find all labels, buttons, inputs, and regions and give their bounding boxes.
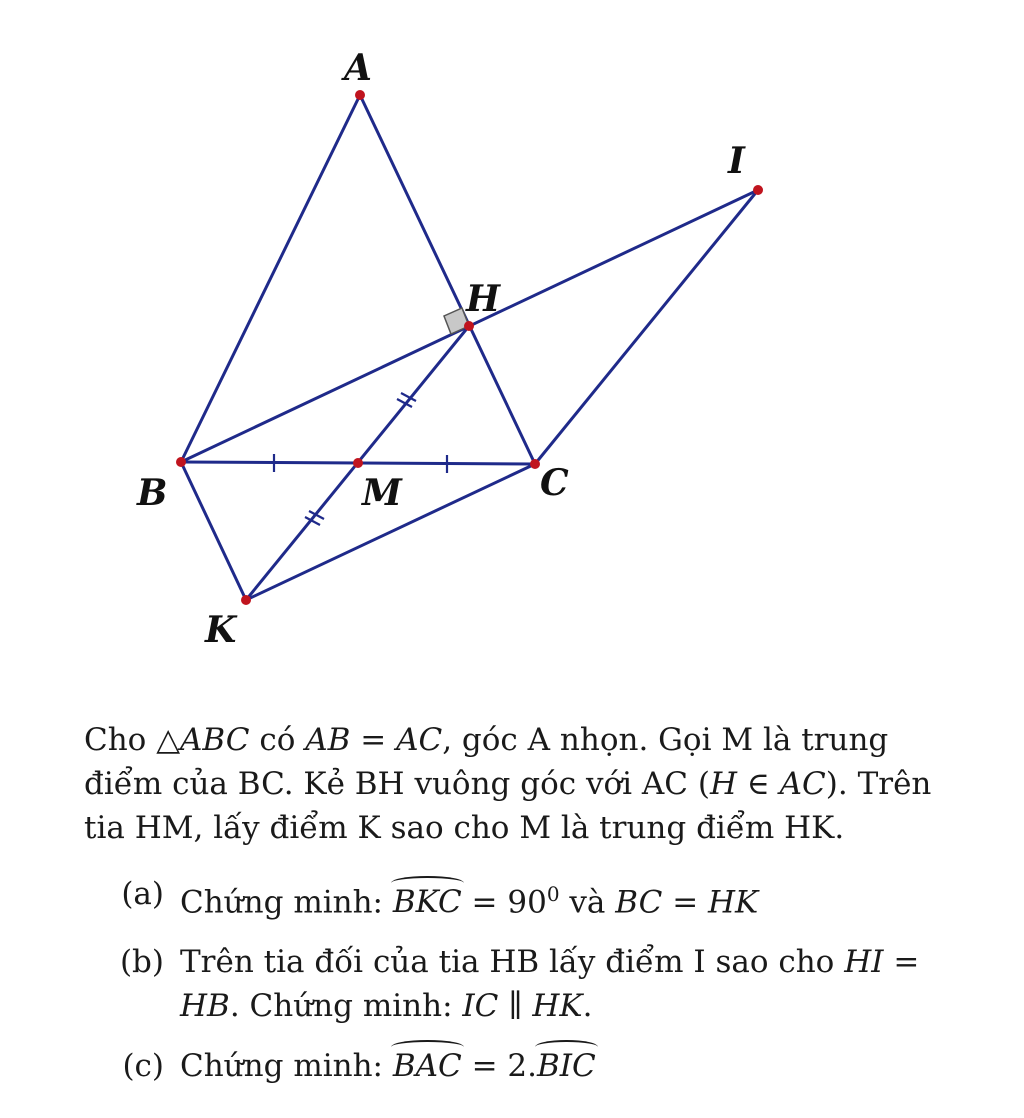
condition-h-in-ac: H ∈ AC [709,766,826,802]
angle-bic: BIC [537,1044,596,1088]
item-b: (b) Trên tia đối của tia HB lấy điểm I sao cho HI = HB. Chứng minh: IC ∥ HK. [84,940,964,1028]
label-I: I [728,140,745,182]
point-C [530,459,540,469]
segment-AC [360,95,535,464]
problem-items [84,872,964,1088]
segment-IC [535,190,758,464]
label-H: H [466,278,501,320]
point-A [355,90,365,100]
equation-bc-hk: BC = HK [615,884,759,921]
equation-hi-hb: HI = HB [180,944,920,1025]
angle-bac: BAC [393,1044,462,1088]
label-K: K [205,609,237,651]
angle-bkc: BKC [393,880,462,924]
parallel-ic-hk: IC ∥ HK [462,988,583,1025]
label-M: M [362,472,402,514]
point-I [753,185,763,195]
segment-AB [181,95,360,462]
label-A: A [344,47,372,89]
point-M [353,458,363,468]
item-label: (b) [119,944,164,981]
problem-intro: Cho △ABC có AB = AC, góc A nhọn. Gọi M là trung điểm của BC. Kẻ BH vuông góc với AC (H ∈ AC). Trên tia HM, lấy điểm K sao cho M là trung điểm HK. [84,722,932,846]
item-a: (a) Chứng minh: BKC = $90^0$ và BC = HK [84,872,964,924]
problem-text [84,718,964,1104]
triangle-abc: △ABC [156,722,250,758]
equation-ab-ac: AB = AC [305,722,443,758]
point-K [241,595,251,605]
label-B: B [137,472,168,514]
point-B [176,457,186,467]
label-C: C [540,462,569,504]
item-c: (c) Chứng minh: BAC = 2.BIC [84,1044,964,1088]
point-H [464,321,474,331]
item-label: (c) [122,1048,164,1085]
segment-BK [181,462,246,600]
item-label: (a) [121,876,164,912]
